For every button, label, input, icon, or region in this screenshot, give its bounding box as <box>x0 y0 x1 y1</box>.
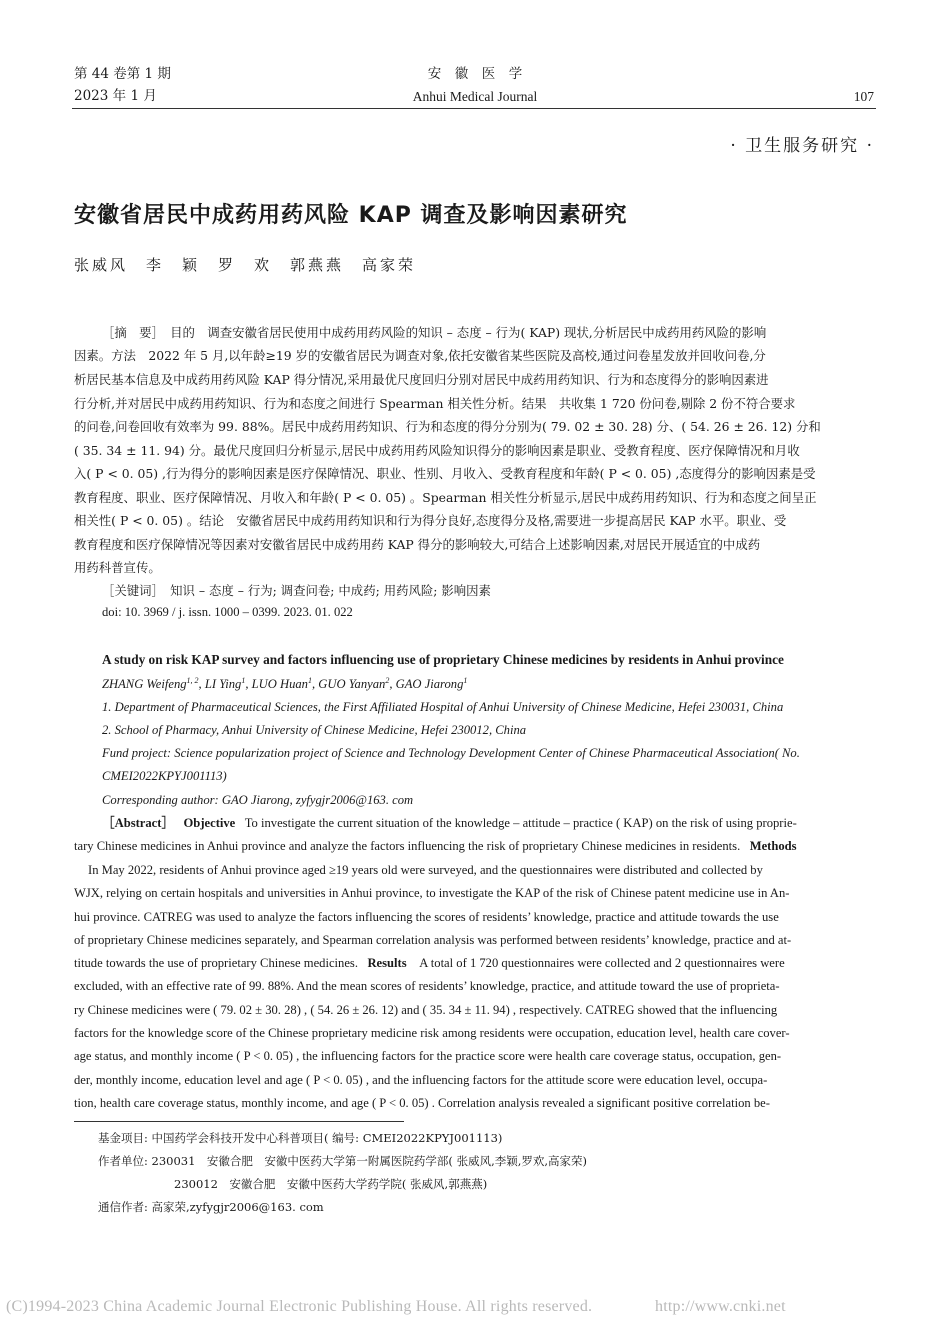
methods-label: Methods <box>749 839 797 853</box>
abstract-cn-line: 析居民基本信息及中成药用药风险 KAP 得分情况,采用最优尺度回归分别对居民中成药用药知识、行为和态度得分的影响因素进 <box>74 372 769 387</box>
header-rule <box>72 108 876 109</box>
abstract-cn-line: 教育程度和医疗保障情况等因素对安徽省居民中成药用药 KAP 得分的影响较大,可结合上述影响因素,对居民开展适宜的中成药 <box>74 537 761 552</box>
corresponding-author: Corresponding author: GAO Jiarong, zyfygjr2006@163. com <box>102 793 414 807</box>
footnote-correspond: 通信作者: 高家荣,zyfygjr2006@163. com <box>98 1200 324 1214</box>
header-date: 2023 年 1 月 <box>74 88 157 104</box>
author-separator: , <box>389 677 396 691</box>
abstract-cn-line: 行分析,并对居民中成药用药知识、行为和态度之间进行 Spearman 相关性分析。结果 共收集 1 720 份问卷,剔除 2 份不符合要求 <box>74 396 796 411</box>
author-affiliation-mark: 1 <box>463 675 468 685</box>
cnki-url-watermark: http://www.cnki.net <box>655 1298 786 1315</box>
fund-project-continued: CMEI2022KPYJ001113) <box>102 769 227 783</box>
keywords: ［关键词］ 知识 – 态度 – 行为; 调查问卷; 中成药; 用药风险; 影响因素 <box>102 583 491 598</box>
abstract-en-text: titude towards the use of proprietary Chinese medicines. <box>74 956 358 970</box>
abstract-en-line <box>74 955 785 971</box>
abstract-cn-line: 用药科普宣传。 <box>74 560 161 575</box>
abstract-en-line <box>102 815 797 831</box>
author-name: LI Ying <box>204 677 242 691</box>
abstract-en-line: of proprietary Chinese medicines separately, and Spearman correlation analysis was performed between residents’ knowledge, practice and at- <box>74 933 792 947</box>
author-separator: , <box>198 677 205 691</box>
english-authors <box>102 676 467 692</box>
abstract-cn-line: 相关性( P < 0. 05) 。结论 安徽省居民中成药用药知识和行为得分良好,态度得分及格,需要进一步提高居民 KAP 水平。职业、受 <box>74 513 787 528</box>
footnote-unit: 作者单位: 230031 安徽合肥 安徽中医药大学第一附属医院药学部( 张威风,李颖,罗欢,高家荣) <box>98 1154 588 1168</box>
abstract-en-text: A total of 1 720 questionnaires were collected and 2 questionnaires were <box>419 956 785 970</box>
header-journal-cn: 安 徽 医 学 <box>427 66 523 82</box>
author-affiliation-mark: 1 <box>307 675 312 685</box>
abstract-en-line: excluded, with an effective rate of 99. 88%. And the mean scores of residents’ knowledge, practice, and attitude toward the use of proprieta- <box>74 979 780 993</box>
abstract-en-line: WJX, relying on certain hospitals and universities in Anhui province, to investigate the KAP of the risk of Chinese patent medicine use in An- <box>74 886 790 900</box>
abstract-en-line: hui province. CATREG was used to analyze the factors influencing the scores of residents’ knowledge, practice and attitude towards the use <box>74 910 779 924</box>
author-name: GAO Jiarong <box>395 677 464 691</box>
affiliation-1: 1. Department of Pharmaceutical Sciences, the First Affiliated Hospital of Anhui University of Chinese Medicine, Hefei 230031, China <box>102 700 784 714</box>
abstract-cn-line: 的问卷,问卷回收有效率为 99. 88%。居民中成药用药知识、行为和态度的得分分别为( 79. 02 ± 30. 28) 分、( 54. 26 ± 26. 12) 分和 <box>74 419 821 434</box>
results-label: Results <box>367 956 407 970</box>
article-title: 安徽省居民中成药用药风险 KAP 调查及影响因素研究 <box>74 203 628 228</box>
abstract-label: ［Abstract］ <box>102 816 175 830</box>
abstract-cn-line: 教育程度、职业、医疗保障情况、月收入和年龄( P < 0. 05) 。Spearman 相关性分析显示,居民中成药用药知识、行为和态度之间呈正 <box>74 490 817 505</box>
header-page-number: 107 <box>853 89 874 104</box>
header-journal-en: Anhui Medical Journal <box>412 89 538 104</box>
abstract-en-line: In May 2022, residents of Anhui province aged ≥19 years old were surveyed, and the questionnaires were distributed and collected by <box>88 863 763 877</box>
section-label: · 卫生服务研究 · <box>730 136 874 156</box>
affiliation-2: 2. School of Pharmacy, Anhui University of Chinese Medicine, Hefei 230012, China <box>102 723 527 737</box>
footnote-rule <box>74 1121 404 1122</box>
abstract-cn-line: ［摘 要］ 目的 调查安徽省居民使用中成药用药风险的知识 – 态度 – 行为( KAP) 现状,分析居民中成药用药风险的影响 <box>102 325 767 340</box>
abstract-en-line: der, monthly income, education level and age ( P < 0. 05) , and the influencing factors for the attitude score were education level, occupa- <box>74 1073 768 1087</box>
footnote-fund: 基金项目: 中国药学会科技开发中心科普项目( 编号: CMEI2022KPYJ001113) <box>98 1131 503 1145</box>
abstract-en-text: tary Chinese medicines in Anhui province and analyze the factors influencing the risk of proprietary Chinese medicines in residents. <box>74 839 741 853</box>
abstract-cn-line: ( 35. 34 ± 11. 94) 分。最优尺度回归分析显示,居民中成药用药风险知识得分的影响因素是职业、受教育程度、医疗保障情况和月收 <box>74 443 800 458</box>
abstract-en-line <box>74 838 797 854</box>
doi: doi: 10. 3969 / j. issn. 1000 – 0399. 2023. 01. 022 <box>102 605 353 619</box>
objective-label: Objective <box>183 816 236 830</box>
abstract-en-text: To investigate the current situation of the knowledge – attitude – practice ( KAP) on the risk of using proprie- <box>244 816 797 830</box>
english-title: A study on risk KAP survey and factors influencing use of proprietary Chinese medicines by residents in Anhui province <box>102 652 784 667</box>
author-separator: , <box>245 677 252 691</box>
author-affiliation-mark: 2 <box>385 675 390 685</box>
copyright-watermark: (C)1994-2023 China Academic Journal Electronic Publishing House. All rights reserved. <box>6 1298 593 1315</box>
abstract-cn-line: 因素。方法 2022 年 5 月,以年龄≥19 岁的安徽省居民为调查对象,依托安徽省某些医院及高校,通过问卷星发放并回收问卷,分 <box>74 348 766 363</box>
fund-project: Fund project: Science popularization project of Science and Technology Development Center of Chinese Pharmaceutical Association( No. <box>102 746 800 760</box>
article-authors: 张威风 李 颖 罗 欢 郭燕燕 高家荣 <box>74 256 417 274</box>
footnote-unit-continued: 230012 安徽合肥 安徽中医药大学药学院( 张威风,郭燕燕) <box>174 1177 488 1191</box>
abstract-en-line: tion, health care coverage status, monthly income, and age ( P < 0. 05) . Correlation analysis revealed a significant positive correlation be- <box>74 1096 770 1110</box>
header-volume: 第 44 卷第 1 期 <box>74 66 171 82</box>
author-name: GUO Yanyan <box>318 677 386 691</box>
author-name: LUO Huan <box>251 677 308 691</box>
abstract-en-line: ry Chinese medicines were ( 79. 02 ± 30. 28) , ( 54. 26 ± 26. 12) and ( 35. 34 ± 11. 94) , respectively. CATREG showed that the influencing <box>74 1003 778 1017</box>
abstract-cn-line: 入( P < 0. 05) ,行为得分的影响因素是医疗保障情况、职业、性别、月收入、受教育程度和年龄( P < 0. 05) ,态度得分的影响因素是受 <box>74 466 816 481</box>
author-affiliation-mark: 1, 2 <box>186 675 199 685</box>
author-separator: , <box>311 677 319 691</box>
abstract-en-line: factors for the knowledge score of the Chinese proprietary medicine risk among residents were occupation, education level, health care cover- <box>74 1026 790 1040</box>
abstract-en-line: age status, and monthly income ( P < 0. 05) , the influencing factors for the practice score were health care coverage status, occupation, gen- <box>74 1049 782 1063</box>
author-name: ZHANG Weifeng <box>102 677 187 691</box>
author-affiliation-mark: 1 <box>241 675 246 685</box>
